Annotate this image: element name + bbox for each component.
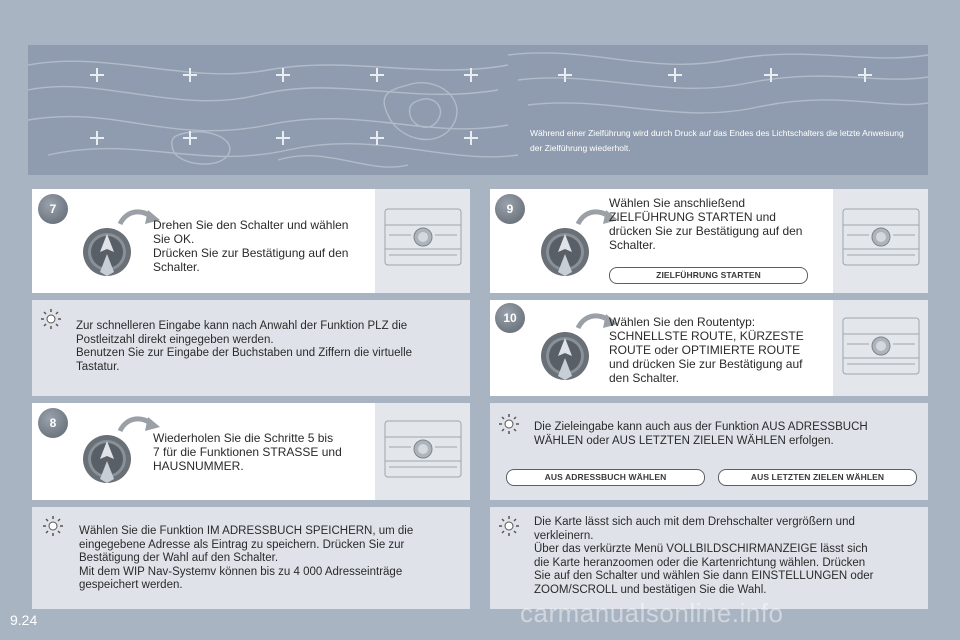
sun-hint-icon (40, 308, 62, 330)
hint-adressbuch-panel (32, 507, 470, 609)
step-9-line-1: Wählen Sie anschließend (609, 196, 746, 210)
hint-zieleingabe-text (534, 421, 868, 448)
radio-unit-icon (375, 403, 470, 500)
hint-karte-line-4: die Karte heranzoomen oder die Kartenrichtung wählen. Drücken (534, 556, 866, 569)
hint-karte-line-2: verkleinern. (534, 529, 594, 542)
radio-unit-icon (833, 189, 928, 293)
hint-plz-line-2: Postleitzahl direkt eingegeben werden. (76, 333, 274, 346)
step-10-line-3: ROUTE oder OPTIMIERTE ROUTE (609, 343, 801, 357)
hint-adressbuch-line-1: Wählen Sie die Funktion IM ADRESSBUCH SPEICHERN, um die (79, 525, 414, 537)
step-7-line-2: Sie OK. (153, 232, 195, 246)
sun-hint-icon (42, 515, 64, 537)
step-8-line-2: 7 für die Funktionen STRASSE und (153, 445, 342, 459)
step-7-text (153, 218, 348, 274)
zielfuehrung-starten-button[interactable]: ZIELFÜHRUNG STARTEN (609, 267, 808, 284)
hint-karte-line-6: ZOOM/SCROLL und bestätigen Sie die Wahl. (534, 583, 767, 596)
hint-adressbuch-line-4: Mit dem WIP Nav-Systemv können bis zu 4 000 Adresseinträge (79, 565, 403, 578)
aus-letzten-zielen-waehlen-button[interactable]: AUS LETZTEN ZIELEN WÄHLEN (718, 469, 917, 486)
hint-adressbuch-line-5: gespeichert werden. (79, 579, 183, 591)
step-number-badge: 10 (495, 303, 525, 333)
hint-plz-line-4: Tastatur. (76, 360, 120, 373)
step-number-badge: 7 (38, 194, 68, 224)
watermark: carmanualsonline.info (520, 598, 784, 628)
step-7-line-4: Schalter. (153, 260, 200, 274)
hint-karte-line-1: Die Karte lässt sich auch mit dem Drehschalter vergrößern und (534, 516, 855, 528)
step-10-line-4: und drücken Sie zur Bestätigung auf (609, 357, 803, 371)
step-number-badge: 9 (495, 194, 525, 224)
sun-hint-icon (498, 515, 520, 537)
hint-adressbuch-line-2: eingegebene Adresse als Eintrag zu speichern. Drücken Sie zur (79, 538, 405, 551)
banner-note: Während einer Zielführung wird durch Druck auf das Endes des Lichtschalters die letzte Anweisung der Zielführung wiederholt. (530, 128, 904, 153)
step-10-line-1: Wählen Sie den Routentyp: (609, 315, 756, 329)
hint-karte-text (534, 516, 873, 597)
step-8-text (153, 431, 342, 473)
hint-adressbuch-line-3: Bestätigung der Wahl auf den Schalter. (79, 552, 279, 564)
hint-plz-line-1: Zur schnelleren Eingabe kann nach Anwahl der Funktion PLZ die (76, 320, 408, 332)
step-9-text (609, 196, 802, 252)
step-7-line-3: Drücken Sie zur Bestätigung auf den (153, 246, 349, 260)
step-8-line-3: HAUSNUMMER. (153, 459, 244, 473)
step-10-line-5: den Schalter. (609, 371, 680, 385)
radio-unit-icon (375, 189, 470, 293)
step-7-panel (32, 189, 470, 293)
hint-karte-panel (490, 507, 928, 609)
step-10-text (609, 315, 804, 385)
step-9-line-3: drücken Sie zur Bestätigung auf den (609, 224, 803, 238)
page-number: 9.24 (10, 612, 38, 628)
step-9-line-4: Schalter. (609, 238, 656, 252)
hint-adressbuch-text (79, 525, 413, 593)
step-8-line-1: Wiederholen Sie die Schritte 5 bis (153, 431, 334, 445)
hint-zieleingabe-line-2: WÄHLEN oder AUS LETZTEN ZIELEN WÄHLEN erfolgen. (534, 434, 834, 447)
sun-hint-icon (498, 413, 520, 435)
step-7-line-1: Drehen Sie den Schalter und wählen (153, 218, 349, 232)
hint-plz-text (76, 320, 412, 374)
hint-zieleingabe-panel (490, 403, 928, 500)
radio-unit-icon (833, 300, 928, 396)
step-8-panel (32, 403, 470, 500)
hint-plz-panel (32, 300, 470, 396)
step-10-panel (490, 300, 928, 396)
aus-adressbuch-waehlen-button[interactable]: AUS ADRESSBUCH WÄHLEN (506, 469, 705, 486)
step-number-badge: 8 (38, 408, 68, 438)
hint-karte-line-5: Sie auf den Schalter und wählen Sie dann EINSTELLUNGEN oder (534, 570, 874, 582)
step-10-line-2: SCHNELLSTE ROUTE, KÜRZESTE (609, 329, 804, 343)
step-9-panel (490, 189, 928, 293)
hint-plz-line-3: Benutzen Sie zur Eingabe der Buchstaben und Ziffern die virtuelle (76, 347, 413, 359)
hint-zieleingabe-line-1: Die Zieleingabe kann auch aus der Funktion AUS ADRESSBUCH (534, 421, 868, 433)
hint-karte-line-3: Über das verkürzte Menü VOLLBILDSCHIRMANZEIGE lässt sich (534, 543, 868, 555)
step-9-line-2: ZIELFÜHRUNG STARTEN und (609, 210, 776, 224)
